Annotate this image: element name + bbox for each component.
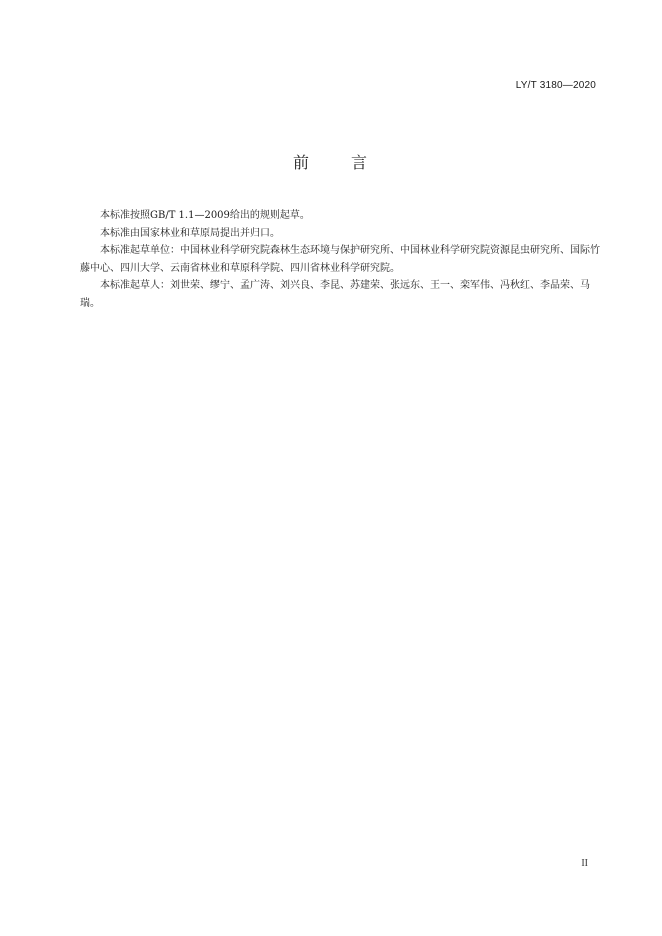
title-part-1: 前 <box>292 153 311 172</box>
page-title <box>0 150 662 173</box>
page-number: II <box>581 858 588 869</box>
paragraph-drafters: 本标准起草人：刘世荣、缪宁、孟广涛、刘兴良、李昆、苏建荣、张远东、王一、栾军伟、冯秋红、李品荣、马瑞。 <box>80 280 590 309</box>
title-part-2: 言 <box>351 153 370 172</box>
foreword-body <box>80 207 600 312</box>
standard-code: LY/T 3180—2020 <box>515 80 596 91</box>
paragraph-drafting-rules: 本标准按照GB/T 1.1—2009给出的规则起草。 <box>100 210 310 221</box>
paragraph-proposer: 本标准由国家林业和草原局提出并归口。 <box>100 227 280 239</box>
paragraph-drafting-units: 本标准起草单位：中国林业科学研究院森林生态环境与保护研究所、中国林业科学研究院资源昆虫研究所、国际竹藤中心、四川大学、云南省林业和草原科学院、四川省林业科学研究院。 <box>80 245 600 274</box>
